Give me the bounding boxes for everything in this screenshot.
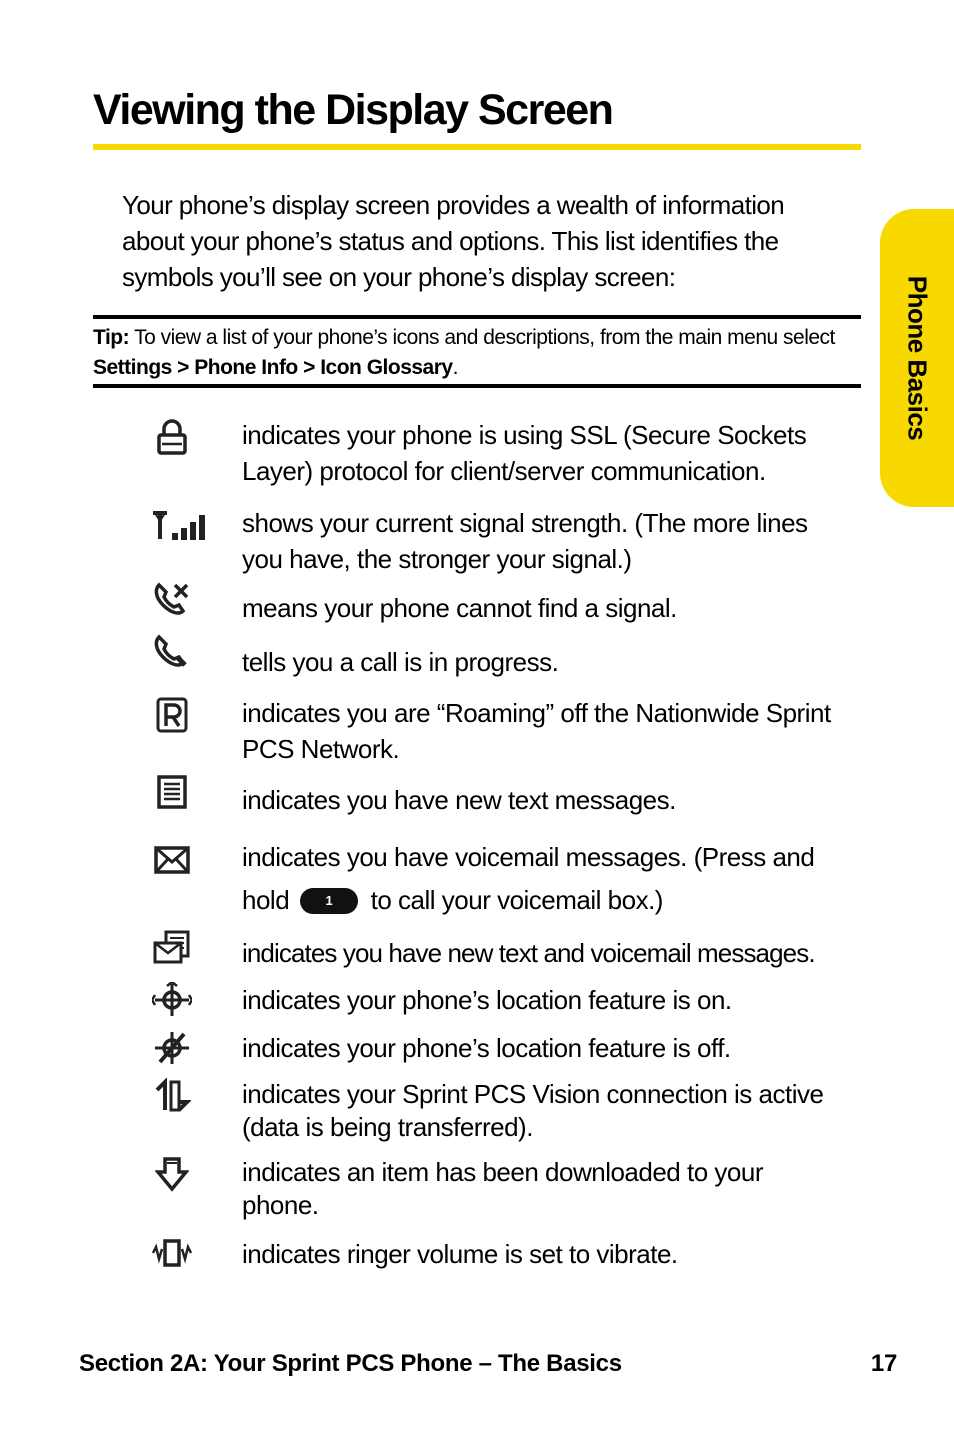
footer-section: Section 2A: Your Sprint PCS Phone – The Basics [79,1350,622,1377]
side-tab-label: Phone Basics [902,275,933,441]
call-in-progress-icon [150,632,194,672]
intro-paragraph: Your phone’s display screen provides a wealth of information about your phone’s status and options. This list identifies the symbols you’ll see on your phone’s display screen: [122,190,785,292]
voicemail-text-start: indicates you have voicemail messages. (Press and hold [242,842,815,915]
roaming-icon [150,695,194,735]
page-title: Viewing the Display Screen [93,86,613,134]
icon-description: indicates your phone is using SSL (Secure Sockets Layer) protocol for client/server communication. [242,420,807,486]
text-and-voicemail-icon [150,927,194,967]
tip-end: . [452,356,458,379]
icon-description [242,836,842,922]
location-off-icon [150,1028,194,1068]
vision-active-icon [150,1076,194,1116]
voicemail-icon [150,840,194,880]
icon-description: indicates you have new text and voicemail messages. [242,938,815,968]
title-rule [93,144,861,150]
icon-description: indicates you have new text messages. [242,785,676,815]
tip-text: To view a list of your phone’s icons and descriptions, from the main menu select [129,326,835,349]
no-signal-icon [150,580,194,620]
vibrate-icon [150,1233,194,1273]
icon-description: tells you a call is in progress. [242,647,559,677]
tip-label: Tip: [93,326,130,349]
icon-description: indicates you are “Roaming” off the Nationwide Sprint PCS Network. [242,698,831,764]
icon-description: indicates ringer volume is set to vibrate. [242,1239,678,1269]
icon-description: indicates an item has been downloaded to your phone. [242,1157,763,1220]
voicemail-text-end: to call your voicemail box.) [370,885,663,915]
icon-description: indicates your phone’s location feature is off. [242,1033,731,1063]
page-footer [79,1350,897,1378]
tip-box [93,315,861,388]
download-icon [150,1154,194,1194]
icon-description: indicates your Sprint PCS Vision connection is active (data is being transferred). [242,1079,824,1142]
tip-menu-path: Settings > Phone Info > Icon Glossary [93,356,453,379]
text-message-icon [150,772,194,812]
key-1-icon: 1 [300,888,358,914]
icon-description: indicates your phone’s location feature is on. [242,985,732,1015]
lock-icon [150,417,194,457]
signal-strength-icon [148,505,214,545]
page-number: 17 [870,1350,897,1377]
location-on-icon [150,980,194,1020]
icon-description: means your phone cannot find a signal. [242,593,677,623]
side-tab [880,209,954,507]
icon-description: shows your current signal strength. (The more lines you have, the stronger your signal.) [242,508,808,574]
